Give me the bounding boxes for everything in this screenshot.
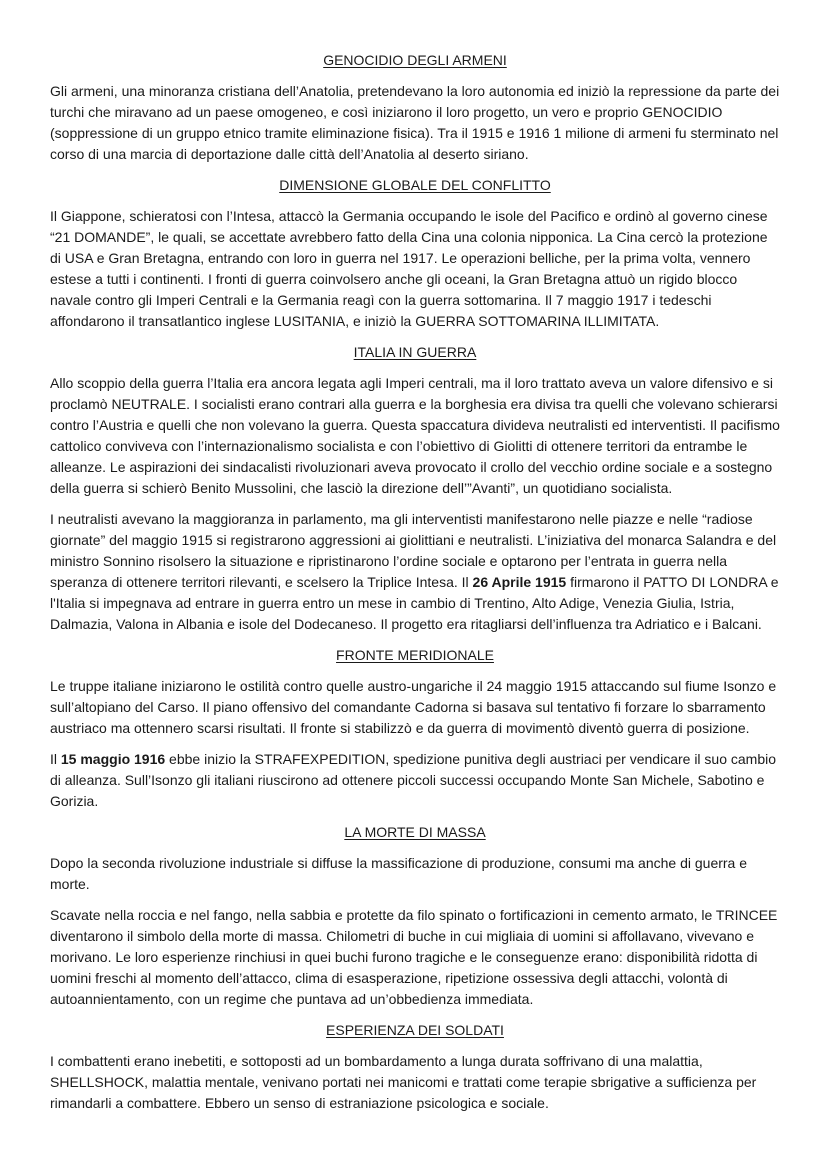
text-run: Scavate nella roccia e nel fango, nella sabbia e protette da filo spinato o fortificazioni in cemento armato, le TRINCEE diventarono il simbolo della morte di massa. Chilometri di buche in cui migliaia di uomini si affollavano, vivevano e morivano. Le loro esperienze rinchiusi in quei buchi furono tragiche e le conseguenze erano: disponibilità ridotta di uomini freschi al momento dell’attacco, clima di esasperazione, ripetizione ossessiva degli attacchi, volontà di autoannientamento, con un regime che puntava ad un’obbedienza immediata. (50, 907, 778, 1007)
section (50, 342, 780, 635)
section (50, 175, 780, 332)
paragraph (50, 905, 780, 1010)
text-run: ebbe inizio la STRAFEXPEDITION, spedizione punitiva degli austriaci per vendicare il suo cambio di alleanza. Sull’Isonzo gli italiani riuscirono ad ottenere piccoli successi occupando Monte San Michele, Sabotino e Gorizia. (50, 751, 777, 809)
paragraph (50, 749, 780, 812)
text-run: Gli armeni, una minoranza cristiana dell’Anatolia, pretendevano la loro autonomia ed iniziò la repressione da parte dei turchi che miravano ad un paese omogeneo, e così iniziarono il loro progetto, un vero e proprio GENOCIDIO (soppressione di un gruppo etnico tramite eliminazione fisica). Tra il 1915 e 1916 1 milione di armeni fu sterminato nel corso di una marcia di deportazione dalle città dell’Anatolia al deserto siriano. (50, 83, 780, 162)
paragraph (50, 509, 780, 635)
text-run: Dopo la seconda rivoluzione industriale si diffuse la massificazione di produzione, consumi ma anche di guerra e morte. (50, 855, 748, 892)
section-heading: LA MORTE DI MASSA (344, 824, 486, 840)
paragraph (50, 206, 780, 332)
paragraph (50, 81, 780, 165)
bold-date: 15 maggio 1916 (60, 751, 166, 767)
section (50, 645, 780, 812)
section-heading: GENOCIDIO DEGLI ARMENI (323, 52, 507, 68)
paragraph (50, 373, 780, 499)
text-run: Il (50, 751, 61, 767)
paragraph (50, 1051, 780, 1114)
text-run: I combattenti erano inebetiti, e sottoposti ad un bombardamento a lunga durata soffrivano di una malattia, SHELLSHOCK, malattia mentale, venivano portati nei manicomi e trattati come terapie sbrigative a sufficienza per rimandarli a combattere. Ebbero un senso di estraniazione psicologica e sociale. (50, 1053, 757, 1111)
section-heading: FRONTE MERIDIONALE (336, 647, 494, 663)
text-run: Il Giappone, schieratosi con l’Intesa, attaccò la Germania occupando le isole del Pacifico e ordinò al governo cinese “21 DOMANDE”, le quali, se accettate avrebbero fatto della Cina una colonia nipponica. La Cina cercò la protezione di USA e Gran Bretagna, entrando con loro in guerra nel 1917. Le operazioni belliche, per la prima volta, vennero estese a tutti i continenti. I fronti di guerra coinvolsero anche gli oceani, la Gran Bretagna attuò un rigido blocco navale contro gli Imperi Centrali e la Germania reagì con la guerra sottomarina. Il 7 maggio 1917 i tedeschi affondarono il transatlantico inglese LUSITANIA, e iniziò la GUERRA SOTTOMARINA ILLIMITATA. (50, 208, 768, 329)
section (50, 1020, 780, 1114)
paragraph (50, 676, 780, 739)
bold-date: 26 Aprile 1915 (472, 574, 567, 590)
text-run: Le truppe italiane iniziarono le ostilità contro quelle austro-ungariche il 24 maggio 1915 attaccando sul fiume Isonzo e sull’altopiano del Carso. Il piano offensivo del comandante Cadorna si basava sul tentativo fi forzare lo sbarramento austriaco ma ottennero scarsi risultati. Il fronte si stabilizzò e da guerra di movimentò diventò guerra di posizione. (50, 678, 777, 736)
text-run: I neutralisti avevano la maggioranza in parlamento, ma gli interventisti manifestarono nelle piazze e nelle “radiose giornate” del maggio 1915 si registrarono aggressioni ai giolittiani e neutralisti. L’iniziativa del monarca Salandra e del ministro Sonnino risolsero la situazione e ripristinarono l’ordine sociale e optarono per l’entrata in guerra nella speranza di ottenere territori rilevanti, e scelsero la Triplice Intesa. Il (50, 511, 777, 590)
section-heading: DIMENSIONE GLOBALE DEL CONFLITTO (279, 177, 551, 193)
paragraph (50, 853, 780, 895)
section (50, 50, 780, 165)
text-run: firmarono il PATTO DI LONDRA e l'Italia si impegnava ad entrare in guerra entro un mese in cambio di Trentino, Alto Adige, Venezia Giulia, Istria, Dalmazia, Valona in Albania e isole del Dodecaneso. Il progetto era ritagliarsi dell’influenza tra Adriatico e i Balcani. (50, 574, 779, 632)
section-heading: ITALIA IN GUERRA (353, 344, 477, 360)
text-run: Allo scoppio della guerra l’Italia era ancora legata agli Imperi centrali, ma il loro trattato aveva un valore difensivo e si proclamò NEUTRALE. I socialisti erano contrari alla guerra e la borghesia era divisa tra quelli che volevano schierarsi contro l’Austria e quelli che non volevano la guerra. Questa spaccatura divideva neutralisti ed interventisti. Il pacifismo cattolico conviveva con l’internazionalismo socialista e con l’obiettivo di Giolitti di ottenere territori da entrambe le alleanze. Le aspirazioni dei sindacalisti rivoluzionari aveva provocato il crollo del vecchio ordine sociale e a sostegno della guerra si schierò Benito Mussolini, che lasciò la direzione dell’”Avanti”, un quotidiano socialista. (50, 375, 780, 496)
section-heading: ESPERIENZA DEI SOLDATI (326, 1022, 504, 1038)
section (50, 822, 780, 1010)
